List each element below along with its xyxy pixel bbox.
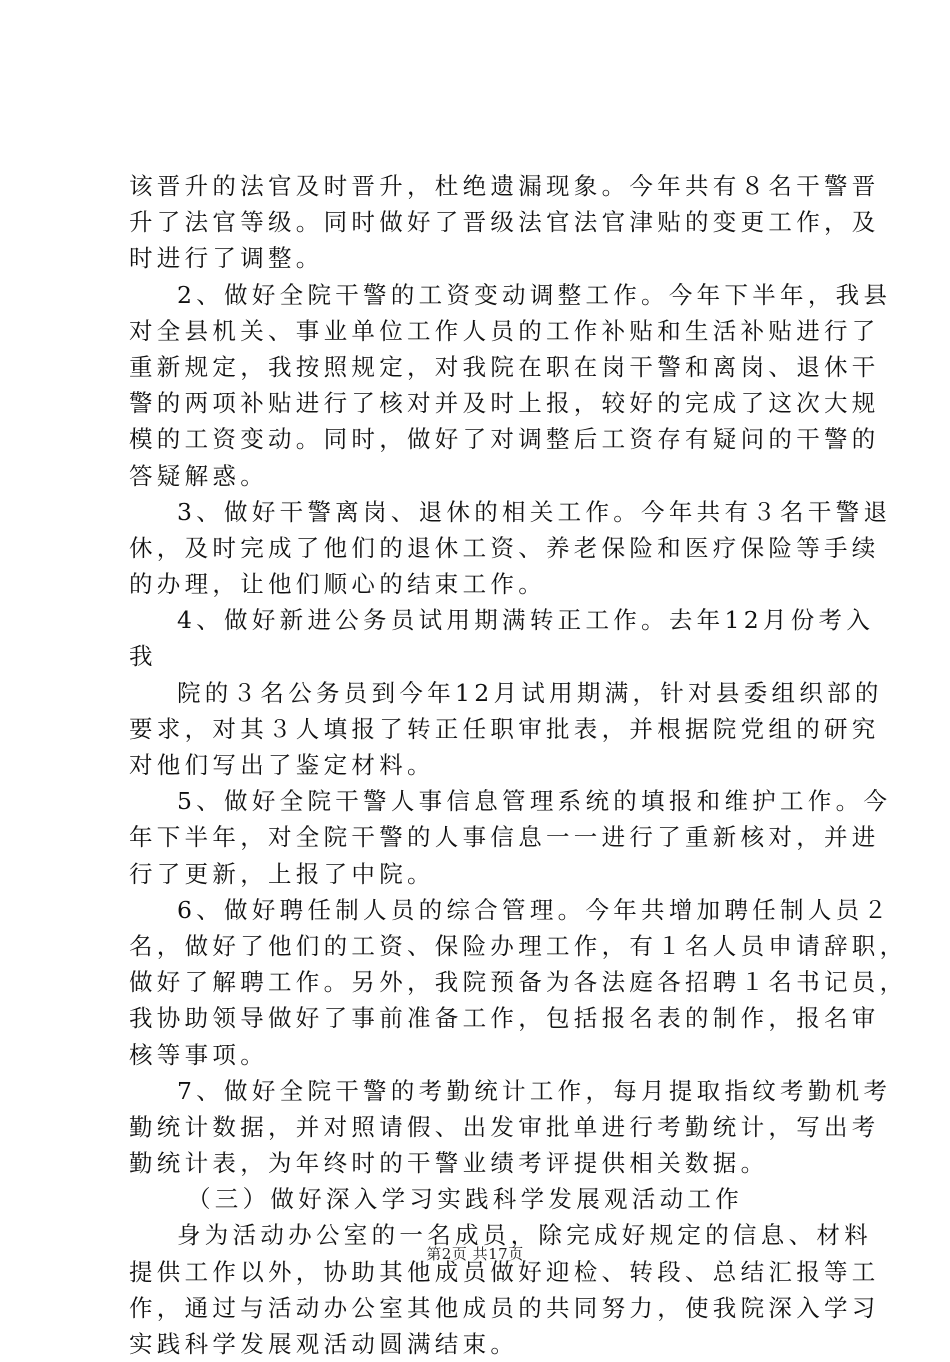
- text-line: 名，做好了他们的工资、保险办理工作，有１名人员申请辞职，: [129, 931, 908, 960]
- paragraph-4-continued: 院的３名公务员到今年12月试用期满，针对县委组织部的: [177, 678, 883, 707]
- text-line: 我协助领导做好了事前准备工作，包括报名表的制作，报名审: [129, 1004, 880, 1033]
- text-line: 勤统计数据，并对照请假、出发审批单进行考勤统计，写出考: [129, 1112, 880, 1141]
- paragraph-7-start: 7、做好全院干警的考勤统计工作，每月提取指纹考勤机考: [177, 1076, 892, 1105]
- text-line: 答疑解惑。: [129, 461, 268, 490]
- section-heading: （三）做好深入学习实践科学发展观活动工作: [187, 1185, 743, 1214]
- paragraph-2-start: 2、做好全院干警的工资变动调整工作。今年下半年，我县: [177, 280, 892, 309]
- text-line: 我: [129, 642, 157, 671]
- text-line: 勤统计表，为年终时的干警业绩考评提供相关数据。: [129, 1149, 769, 1178]
- paragraph-8-start: 身为活动办公室的一名成员，除完成好规定的信息、材料: [177, 1221, 872, 1250]
- paragraph-6-start: 6、做好聘任制人员的综合管理。今年共增加聘任制人员２: [177, 895, 892, 924]
- text-line: 行了更新，上报了中院。: [129, 859, 435, 888]
- text-line: 休，及时完成了他们的退休工资、养老保险和医疗保险等手续: [129, 533, 880, 562]
- text-line: 对全县机关、事业单位工作人员的工作补贴和生活补贴进行了: [129, 316, 880, 345]
- text-line: 模的工资变动。同时，做好了对调整后工资存有疑问的干警的: [129, 425, 880, 454]
- paragraph-4-start: 4、做好新进公务员试用期满转正工作。去年12月份考入: [177, 606, 875, 635]
- text-line: 时进行了调整。: [129, 244, 324, 273]
- page-footer: 第2页 共17页: [426, 1245, 524, 1263]
- document-body: [129, 168, 908, 1362]
- text-line: 的办理，让他们顺心的结束工作。: [129, 570, 546, 599]
- text-line: 升了法官等级。同时做好了晋级法官法官津贴的变更工作，及: [129, 208, 880, 237]
- text-line: 核等事项。: [129, 1040, 268, 1069]
- text-line: 对他们写出了鉴定材料。: [129, 751, 435, 779]
- paragraph-5-start: 5、做好全院干警人事信息管理系统的填报和维护工作。今: [177, 787, 892, 816]
- text-line: 要求，对其３人填报了转正任职审批表，并根据院党组的研究: [129, 714, 880, 743]
- text-line: 重新规定，我按照规定，对我院在职在岗干警和离岗、退休干: [129, 352, 880, 381]
- text-line: 实践科学发展观活动圆满结束。: [129, 1330, 519, 1358]
- text-line: 警的两项补贴进行了核对并及时上报，较好的完成了这次大规: [129, 389, 880, 418]
- text-line: 该晋升的法官及时晋升，杜绝遗漏现象。今年共有８名干警晋: [129, 172, 880, 200]
- text-line: 作，通过与活动办公室其他成员的共同努力，使我院深入学习: [129, 1293, 880, 1322]
- text-line: 做好了解聘工作。另外，我院预备为各法庭各招聘１名书记员，: [129, 968, 908, 997]
- text-line: 年下半年，对全院干警的人事信息一一进行了重新核对，并进: [129, 823, 880, 852]
- text-line: 提供工作以外，协助其他成员做好迎检、转段、总结汇报等工: [129, 1257, 880, 1286]
- paragraph-3-start: 3、做好干警离岗、退休的相关工作。今年共有３名干警退: [177, 497, 892, 526]
